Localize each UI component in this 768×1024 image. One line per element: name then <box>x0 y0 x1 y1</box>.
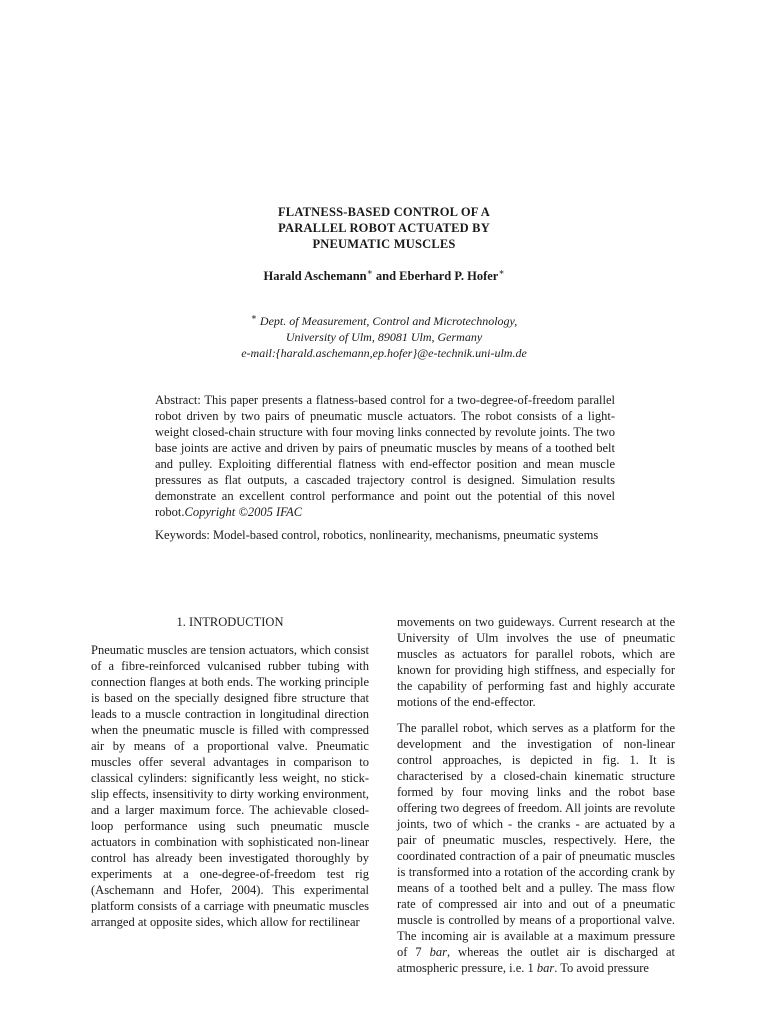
author-list <box>0 264 768 284</box>
unit: bar <box>429 945 447 959</box>
body-paragraph-continued: movements on two guideways. Current research at the University of Ulm involves the use of pneumatic muscles as actuators for parallel robots, which are known for providing high stiffness, and especially for the capability of performing fast and highly accurate motions of the end-effector. <box>397 615 675 709</box>
affiliation-mark: ∗ <box>498 267 505 277</box>
copyright-notice: Copyright ©2005 IFAC <box>184 505 303 519</box>
affiliation <box>0 309 768 361</box>
unit: bar <box>536 961 555 975</box>
keywords: Keywords: Model-based control, robotics, nonlinearity, mechanisms, pneumatic systems <box>155 528 599 542</box>
paper-title <box>0 204 768 252</box>
author-name: Harald Aschemann <box>263 269 367 284</box>
affiliation-email: e-mail:{harald.aschemann,ep.hofer}@e-technik.uni-ulm.de <box>241 346 527 360</box>
section-heading: 1. INTRODUCTION <box>176 615 284 629</box>
body-paragraph: Pneumatic muscles are tension actuators, which consist of a fibre-reinforced vulcanised rubber tubing with connection flanges at both ends. The working principle is based on the specially designed fibre structure that leads to a muscle contraction in longitudinal direction when the pneumatic muscle is filled with compressed air by means of a proportional valve. Pneumatic muscles offer several advantages in comparison to classical cylinders: significantly less weight, no stick-slip effects, insensitivity to dirty working environment, and a larger maximum force. The achievable closed-loop performance using such pneumatic muscle actuators in combination with sophisticated non-linear control has already been investigated thoroughly by experiments at a one-degree-of-freedom test rig (Aschemann and Hofer, 2004). This experimental platform consists of a carriage with pneumatic muscles arranged at opposite sides, which allow for rectilinear <box>91 643 369 929</box>
abstract-text: Abstract: This paper presents a flatness-based control for a two-degree-of-freedom parallel robot driven by two pairs of pneumatic muscle actuators. The robot consists of a light-weight closed-chain structure with four moving links connected by revolute joints. The two base joints are active and driven by pairs of pneumatic muscles by means of a toothed belt and pulley. Exploiting differential flatness with end-effector position and mean muscle pressures as flat outputs, a cascaded trajectory control is designed. Simulation results demonstrate an excellent control performance and point out the potential of this novel robot. <box>155 393 615 519</box>
title-line: FLATNESS-BASED CONTROL OF A <box>277 205 491 219</box>
affiliation-line: University of Ulm, 89081 Ulm, Germany <box>285 330 483 344</box>
affiliation-mark: ∗ <box>366 267 373 277</box>
abstract <box>155 392 615 520</box>
title-line: PARALLEL ROBOT ACTUATED BY <box>278 221 490 235</box>
body-paragraph: The parallel robot, which serves as a platform for the development and the investigation of non-linear control approaches, is depicted in fig. 1. It is characterised by a closed-chain kinematic structure formed by four moving links and the robot base offering two degrees of freedom. All joints are revolute joints, two of which - the cranks - are actuated by a pair of pneumatic muscles, respectively. Here, the coordinated contraction of a pair of pneumatic muscles is transformed into a rotation of the according crank by means of a toothed belt and a pulley. The mass flow rate of compressed air into and out of a pneumatic muscle is controlled by means of a proportional valve. The incoming air is available at a maximum pressure of 7 bar, whereas the outlet air is discharged at atmospheric pressure, i.e. 1 bar. To avoid pressure <box>397 721 675 975</box>
author-connector: and <box>372 269 400 284</box>
affiliation-line: ∗ Dept. of Measurement, Control and Microtechnology, <box>250 312 518 328</box>
right-column <box>397 614 675 986</box>
left-column <box>91 614 369 940</box>
affiliation-mark: ∗ <box>250 312 257 322</box>
title-line: PNEUMATIC MUSCLES <box>312 237 456 251</box>
author-name: Eberhard P. Hofer <box>399 269 499 284</box>
